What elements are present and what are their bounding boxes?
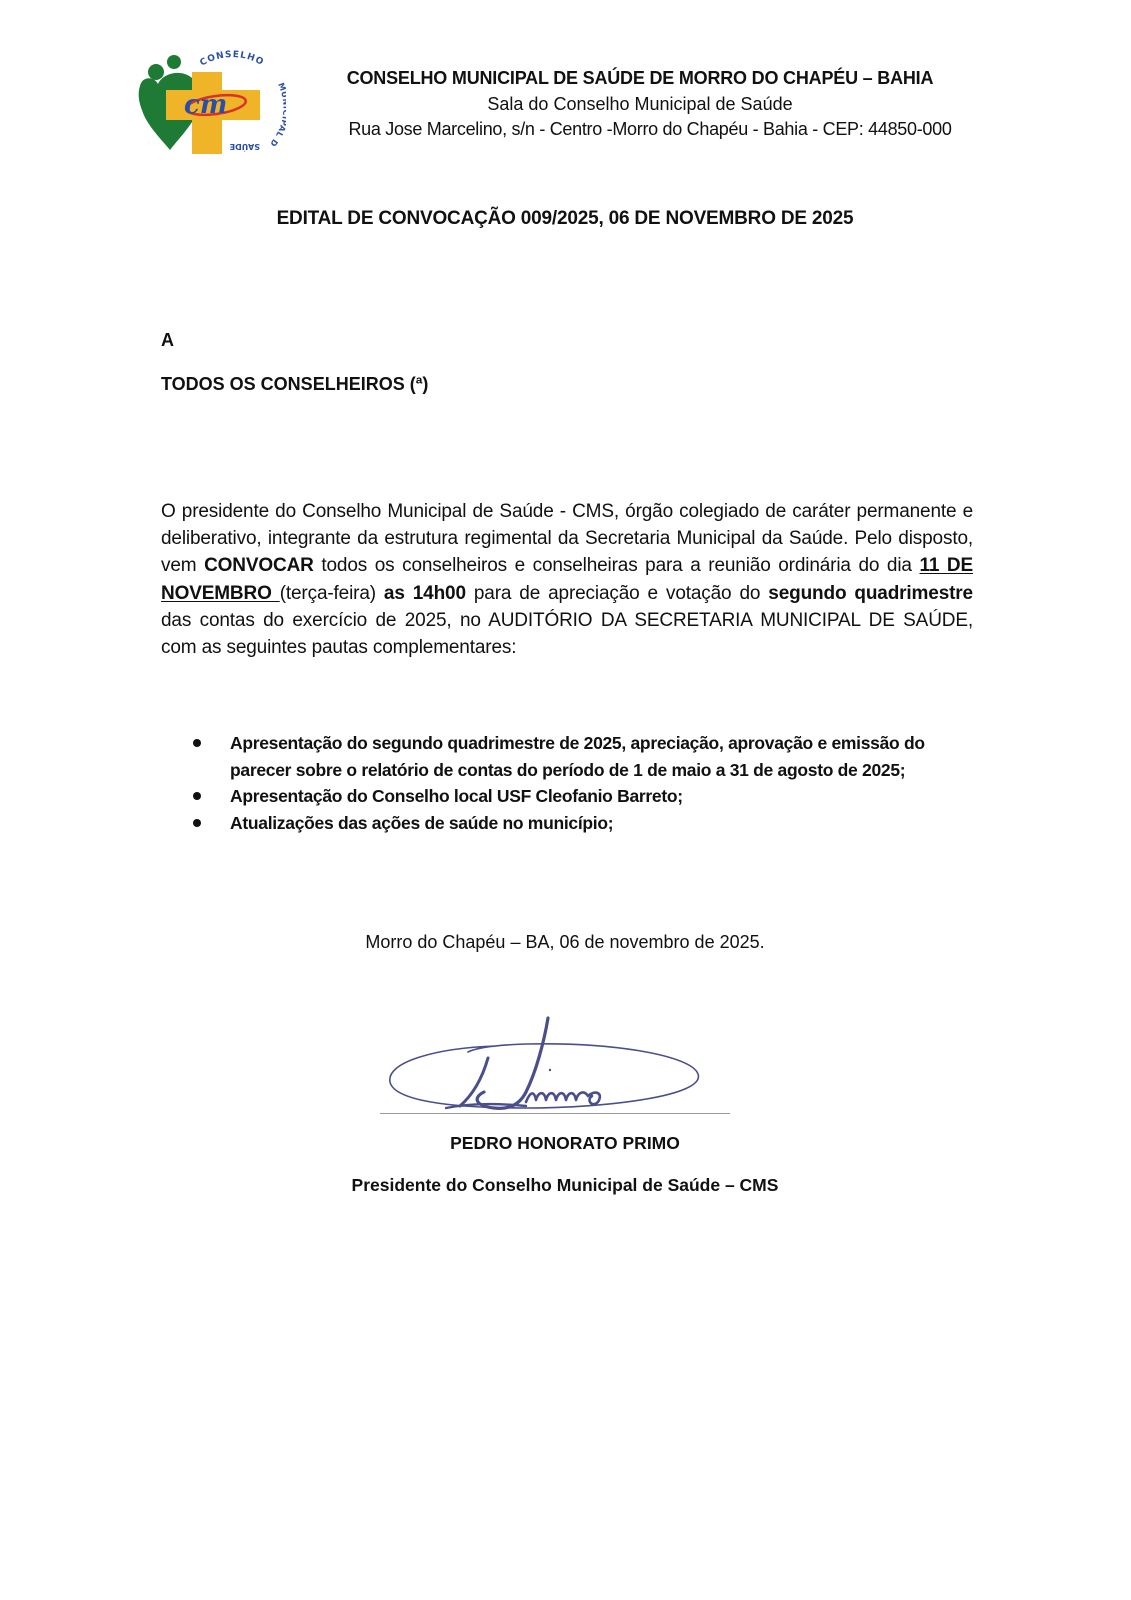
- logo-arc-text-bottom: SAÚDE: [229, 142, 260, 151]
- addressee-prefix: A: [161, 330, 174, 350]
- body-convocar: CONVOCAR: [204, 555, 314, 577]
- signature-dot: [549, 1069, 551, 1071]
- bullet-icon: [193, 739, 201, 747]
- body-text-5: das contas do exercício de 2025, no AUDITÓRIO DA SECRETARIA MUNICIPAL DE SAÚDE, com as seguintes pautas complementares:: [161, 609, 973, 659]
- signature-line: [380, 1113, 730, 1114]
- signature-letters: [526, 1093, 600, 1105]
- signer-role: Presidente do Conselho Municipal de Saúde – CMS: [351, 1175, 779, 1195]
- signature-left-stroke: [460, 1058, 488, 1106]
- agenda-item: [193, 730, 983, 783]
- signer-name: PEDRO HONORATO PRIMO: [450, 1133, 680, 1153]
- council-logo: [136, 50, 286, 154]
- body-text-4: para de apreciação e votação do: [465, 582, 769, 604]
- logo-person-head-2: [148, 64, 164, 80]
- logo-monogram: cm: [184, 90, 228, 120]
- handwritten-signature: [376, 1012, 736, 1120]
- agenda-item-text: Apresentação do segundo quadrimestre de 2025, apreciação, aprovação e emissão do parecer sobre o relatório de contas do período de 1 de maio a 31 de agosto de 2025;: [230, 733, 925, 780]
- place-date: Morro do Chapéu – BA, 06 de novembro de 2025.: [365, 932, 765, 952]
- meeting-subject: segundo quadrimestre: [768, 582, 973, 604]
- meeting-date: 11 DE NOVEMBRO: [161, 555, 973, 604]
- meeting-time: as 14h00: [383, 582, 466, 604]
- agenda-item-text: Apresentação do Conselho local USF Cleofanio Barreto;: [230, 786, 683, 806]
- body-text-3: (terça-feira): [279, 582, 384, 604]
- body-paragraph: [161, 498, 973, 661]
- signature-graphic: [376, 1012, 736, 1120]
- logo-person-head-1: [167, 55, 181, 69]
- header-address: Rua Jose Marcelino, s/n - Centro -Morro do Chapéu - Bahia - CEP: 44850-000: [348, 119, 952, 139]
- bullet-icon: [193, 792, 201, 800]
- logo-arc-text-top: CONSELHO: [198, 50, 266, 69]
- body-text-1: O presidente do Conselho Municipal de Saúde - CMS, órgão colegiado de caráter permanente e deliberativo, integrante da estrutura regimental da Secretaria Municipal da Saúde. Pelo disposto, vem: [161, 501, 973, 577]
- agenda-item: [193, 810, 983, 837]
- header-subtitle: Sala do Conselho Municipal de Saúde: [487, 94, 793, 114]
- header-title: CONSELHO MUNICIPAL DE SAÚDE DE MORRO DO CHAPÉU – BAHIA: [346, 68, 934, 88]
- agenda-item-text: Atualizações das ações de saúde no município;: [230, 812, 614, 833]
- signature-loop: [390, 1044, 699, 1108]
- body-text-2: todos os conselheiros e conselheiras para a reunião ordinária do dia: [313, 555, 920, 577]
- logo-arc-text-right: L D: [268, 129, 285, 149]
- svg-text:CONSELHO: [199, 50, 266, 68]
- bullet-icon: [193, 819, 201, 827]
- council-logo-graphic: [136, 50, 286, 154]
- agenda-item: [193, 783, 983, 810]
- agenda-list: [193, 730, 983, 836]
- document-title: EDITAL DE CONVOCAÇÃO 009/2025, 06 DE NOVEMBRO DE 2025: [276, 208, 854, 229]
- addressee: TODOS OS CONSELHEIROS (ª): [161, 374, 429, 394]
